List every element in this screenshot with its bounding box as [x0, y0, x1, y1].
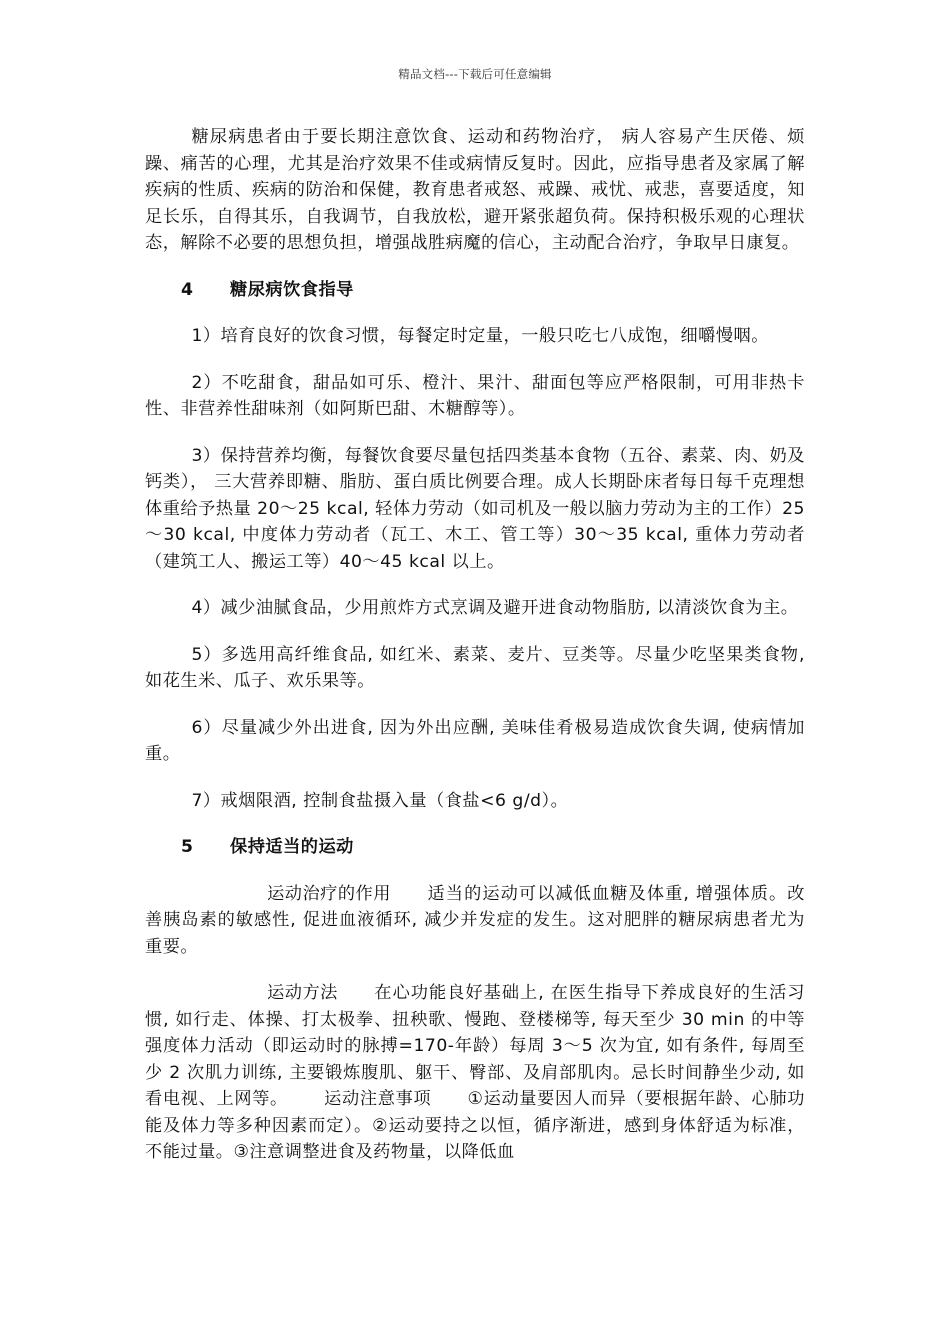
- section-5-number: 5: [181, 837, 194, 857]
- diet-item-4: 4）减少油腻食品，少用煎炸方式烹调及避开进食动物脂肪, 以清淡饮食为主。: [191, 598, 799, 618]
- section-4-heading: [145, 277, 805, 304]
- exercise-notes-label: 运动注意事项: [323, 1089, 432, 1109]
- document-body: [145, 124, 805, 1166]
- diet-item-2: 2）不吃甜食，甜品如可乐、橙汁、果汁、甜面包等应严格限制，可用非热卡性、非营养性甜味剂（如阿斯巴甜、木糖醇等）。: [145, 372, 805, 419]
- intro-paragraph: 糖尿病患者由于要长期注意饮食、运动和药物治疗， 病人容易产生厌倦、烦躁、痛苦的心理，尤其是治疗效果不佳或病情反复时。因此，应指导患者及家属了解疾病的性质、疾病的防治和保健，教育患者戒怒、戒躁、戒忧、戒悲，喜要适度，知足长乐，自得其乐，自我调节，自我放松，避开紧张超负荷。保持积极乐观的心理状态，解除不必要的思想负担，增强战胜病魔的信心，主动配合治疗，争取早日康复。: [145, 127, 805, 253]
- exercise-effect-paragraph: [145, 881, 805, 961]
- section-4-title: 糖尿病饮食指导: [230, 279, 354, 300]
- exercise-effect-text: 适当的运动可以减低血糖及体重, 增强体质。改善胰岛素的敏感性, 促进血液循环, 减少并发症的发生。这对肥胖的糖尿病患者尤为重要。: [145, 883, 805, 957]
- diet-item-1: 1）培育良好的饮食习惯，每餐定时定量，一般只吃七八成饱，细嚼慢咽。: [191, 326, 769, 346]
- page-header: 精品文档---下载后可任意编辑: [398, 67, 552, 81]
- exercise-method-paragraph: [145, 980, 805, 1166]
- exercise-method-label: 运动方法: [267, 983, 338, 1003]
- exercise-effect-label: 运动治疗的作用: [267, 883, 391, 904]
- diet-item-5: 5）多选用高纤维食品, 如红米、素菜、麦片、豆类等。尽量少吃坚果类食物, 如花生米、瓜子、欢乐果等。: [145, 644, 805, 691]
- exercise-method-text: 在心功能良好基础上, 在医生指导下养成良好的生活习惯, 如行走、体操、打太极拳、扭秧歌、慢跑、登楼梯等, 每天至少 30 min 的中等强度体力活动（即运动时的脉搏=170-年龄）每周 3～5 次为宜, 如有条件, 每周至少 2 次肌力训练, 主要锻炼腹肌、躯干、臀部、及肩部肌肉。忌长时间静坐少动, 如看电视、上网等。: [145, 983, 805, 1109]
- section-4-number: 4: [181, 279, 194, 300]
- section-5-heading: [145, 834, 805, 861]
- diet-item-6: 6）尽量减少外出进食, 因为外出应酬, 美味佳肴极易造成饮食失调, 使病情加重。: [145, 717, 805, 764]
- exercise-notes-text: ①运动量要因人而异（要根据年龄、心肺功能及体力等多种因素而定）。②运动要持之以恒，循序渐进，感到身体舒适为标准，不能过量。③注意调整进食及药物量，以降低血: [145, 1089, 805, 1162]
- diet-item-7: 7）戒烟限酒, 控制食盐摄入量（食盐<6 g/d）。: [191, 790, 569, 811]
- section-5-title: 保持适当的运动: [230, 837, 354, 857]
- diet-item-3: 3）保持营养均衡，每餐饮食要尽量包括四类基本食物（五谷、素菜、肉、奶及钙类）， 三大营养即糖、脂肪、蛋白质比例要合理。成人长期卧床者每日每千克理想体重给予热量 20～25 kcal, 轻体力劳动（如司机及一般以脑力劳动为主的工作）25～30 kcal, 中度体力劳动者（瓦工、木工、管工等）30～35 kcal, 重体力劳动者（建筑工人、搬运工等）40～45 kcal 以上。: [145, 445, 805, 572]
